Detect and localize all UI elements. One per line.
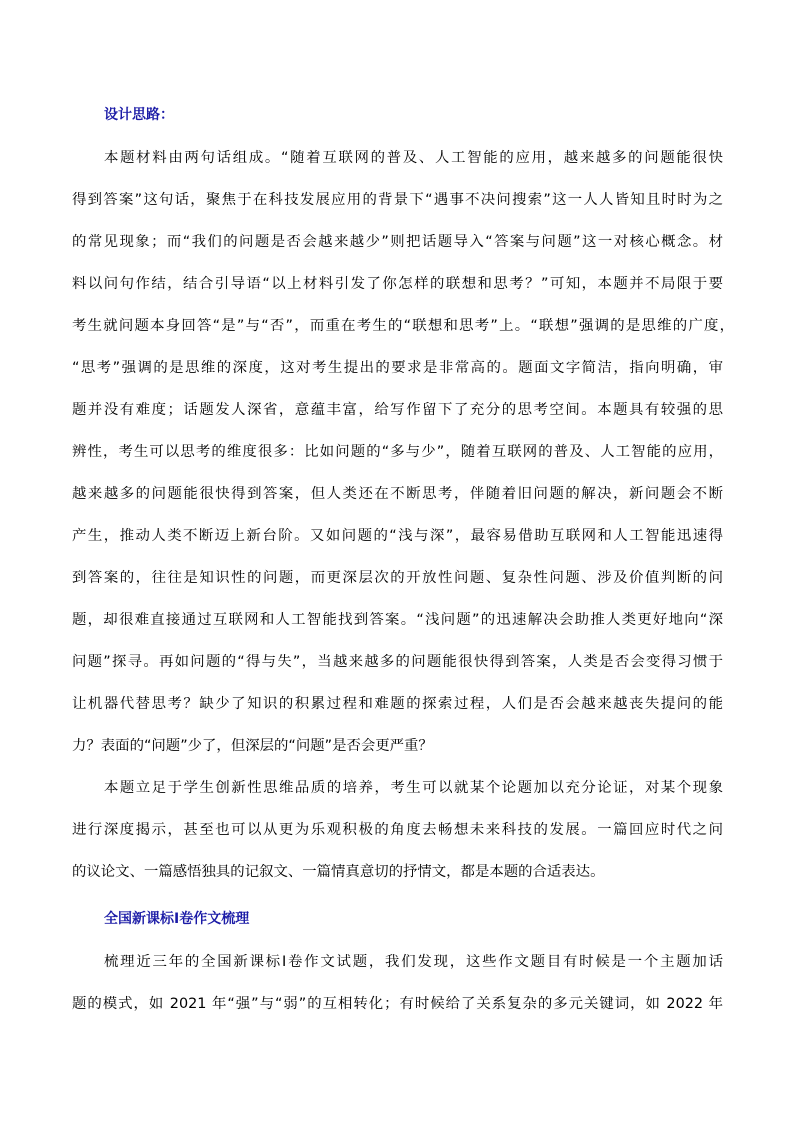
text-line: 进行深度揭示，甚至也可以从更为乐观积极的角度去畅想未来科技的发展。一篇回应时代之问 xyxy=(72,822,723,838)
text-line: 料以问句作结，结合引导语“以上材料引发了你怎样的联想和思考？”可知，本题并不局限于要 xyxy=(72,276,723,292)
text-line: 的议论文、一篇感悟独具的记叙文、一篇情真意切的抒情文，都是本题的合适表达。 xyxy=(72,864,605,880)
text-line: 辨性，考生可以思考的维度很多：比如问题的“多与少”，随着互联网的普及、人工智能的应用， xyxy=(72,444,723,460)
text-line: 题，却很难直接通过互联网和人工智能找到答案。“浅问题”的迅速解决会助推人类更好地向“深 xyxy=(72,612,723,628)
text-line: 本题材料由两句话组成。“随着互联网的普及、人工智能的应用，越来越多的问题能很快 xyxy=(104,150,723,166)
text-line: 的常见现象；而“我们的问题是否会越来越少”则把话题导入“答案与问题”这一对核心概念。材 xyxy=(72,234,723,250)
text-line: 越来越多的问题能很快得到答案，但人类还在不断思考，伴随着旧问题的解决，新问题会不断 xyxy=(72,486,723,502)
text-line: 产生，推动人类不断迈上新台阶。又如问题的“浅与深”，最容易借助互联网和人工智能迅速得 xyxy=(72,528,723,544)
text-line: 题的模式，如 2021 年“强”与“弱”的互相转化；有时候给了关系复杂的多元关键词，如 2022 年 xyxy=(72,996,723,1012)
text-line: 题并没有难度；话题发人深省，意蕴丰富，给写作留下了充分的思考空间。本题具有较强的思 xyxy=(72,402,723,418)
text-line: 力？表面的“问题”少了，但深层的“问题”是否会更严重？ xyxy=(72,738,433,754)
heading-essay-review: 全国新课标I卷作文梳理 xyxy=(104,911,250,927)
text-line: 得到答案”这句话，聚焦于在科技发展应用的背景下“遇事不决问搜索”这一人人皆知且时时为之 xyxy=(72,192,723,208)
text-line: “思考”强调的是思维的深度，这对考生提出的要求是非常高的。题面文字简洁，指向明确，审 xyxy=(72,360,723,376)
heading-design-thinking: 设计思路： xyxy=(104,107,174,123)
text-line: 让机器代替思考？缺少了知识的积累过程和难题的探索过程，人们是否会越来越丧失提问的能 xyxy=(72,696,723,712)
text-line: 考生就问题本身回答“是”与“否”，而重在考生的“联想和思考”上。“联想”强调的是思维的广度， xyxy=(72,318,734,334)
text-line: 问题”探寻。再如问题的“得与失”，当越来越多的问题能很快得到答案，人类是否会变得习惯于 xyxy=(72,654,723,670)
text-line: 到答案的，往往是知识性的问题，而更深层次的开放性问题、复杂性问题、涉及价值判断的问 xyxy=(72,570,723,586)
text-line: 本题立足于学生创新性思维品质的培养，考生可以就某个论题加以充分论证，对某个现象 xyxy=(104,780,723,796)
text-line: 梳理近三年的全国新课标I卷作文试题，我们发现，这些作文题目有时候是一个主题加话 xyxy=(104,954,723,970)
